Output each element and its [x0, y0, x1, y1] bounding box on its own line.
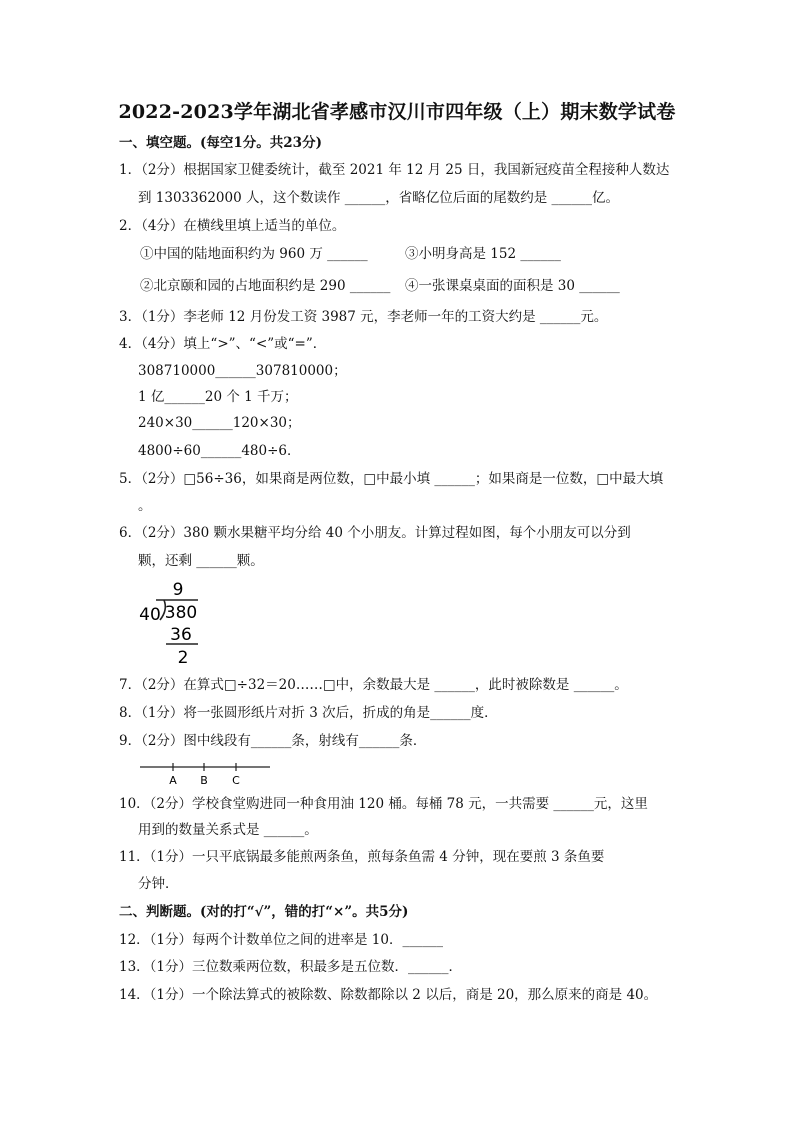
division-divisor: 40 [139, 605, 161, 625]
division-dividend: 380 [164, 603, 198, 623]
q1-line1: 1．（2分）根据国家卫健委统计，截至 2021 年 12 月 25 日，我国新冠疫苗全程接种人数达 [119, 162, 670, 178]
q14-line: 14．（1分）一个除法算式的被除数、除数都除以 2 以后，商是 20，那么原来的商是 40。 [119, 987, 658, 1003]
point-a-label: A [169, 774, 177, 786]
q10-line1: 10．（2分）学校食堂购进同一种食用油 120 桶。每桶 78 元，一共需要 ______元，这里 [119, 796, 648, 812]
q8-line: 8．（1分）将一张圆形纸片对折 3 次后，折成的角是______度． [119, 705, 498, 721]
q11-line2: 分钟． [138, 876, 179, 892]
q9-line: 9．（2分）图中线段有______条，射线有______条． [119, 733, 427, 749]
point-b-label: B [200, 774, 208, 786]
line-segment-figure [138, 760, 273, 786]
q2-item-c: ③小明身高是 152 ______ [405, 246, 561, 262]
q2-item-a: ①中国的陆地面积约为 960 万 ______ [140, 246, 368, 262]
q11-line1: 11．（1分）一只平底锅最多能煎两条鱼，煎每条鱼需 4 分钟，现在要煎 3 条鱼要 [119, 849, 605, 865]
q7-line: 7．（2分）在算式□÷32＝20……□中，余数最大是 ______，此时被除数是 ______。 [119, 677, 628, 693]
q13-line: 13．（1分）三位数乘两位数，积最多是五位数．______． [119, 959, 463, 975]
q4-line1: 4．（4分）填上“>”、“<”或“=”． [119, 336, 327, 352]
division-remainder: 2 [177, 648, 189, 668]
q6-line2: 颗，还剩 ______颗。 [138, 553, 264, 569]
exam-title: 2022-2023学年湖北省孝感市汉川市四年级（上）期末数学试卷 [118, 101, 676, 123]
q10-line2: 用到的数量关系式是 ______。 [138, 822, 318, 838]
division-quotient: 9 [172, 580, 184, 600]
q2-item-b: ②北京颐和园的占地面积约是 290 ______ [140, 278, 391, 294]
q5-line1: 5．（2分）□56÷36，如果商是两位数，□中最小填 ______；如果商是一位数，□中最大填 [119, 471, 664, 487]
q5-line2: 。 [138, 498, 152, 514]
q4-item-d: 4800÷60______480÷6． [138, 443, 301, 459]
long-division-figure [138, 580, 200, 670]
q4-item-b: 1 亿______20 个 1 千万； [138, 389, 298, 405]
q12-line: 12．（1分）每两个计数单位之间的进率是 10．______ [119, 932, 443, 948]
division-product: 36 [170, 625, 192, 645]
q2-line1: 2．（4分）在横线里填上适当的单位。 [119, 218, 346, 234]
q1-line2: 到 1303362000 人，这个数读作 ______，省略亿位后面的尾数约是 ______亿。 [138, 190, 620, 206]
q6-line1: 6．（2分）380 颗水果糖平均分给 40 个小朋友。计算过程如图，每个小朋友可以分到 [119, 525, 631, 541]
q2-item-d: ④一张课桌桌面的面积是 30 ______ [405, 278, 620, 294]
point-c-label: C [232, 774, 240, 786]
section-1-heading: 一、填空题。(每空1分。共23分) [119, 135, 322, 151]
q3-line: 3．（1分）李老师 12 月份发工资 3987 元，李老师一年的工资大约是 ______元。 [119, 309, 608, 325]
q4-item-a: 308710000______307810000； [138, 363, 347, 379]
section-2-heading: 二、判断题。(对的打“√”，错的打“×”。共5分) [119, 904, 409, 920]
q4-item-c: 240×30______120×30； [138, 415, 301, 431]
